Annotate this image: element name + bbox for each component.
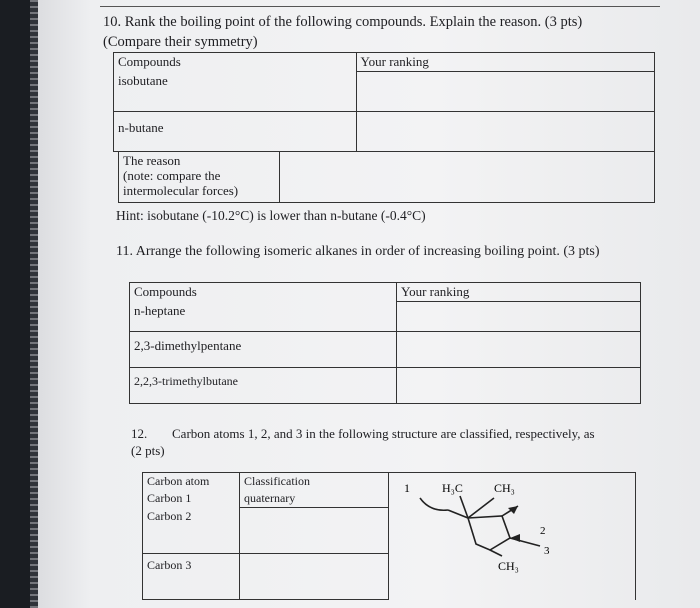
bond-ch3-bottom bbox=[490, 550, 502, 556]
reason-line-2: (note: compare the bbox=[123, 168, 221, 183]
q10-hint: Hint: isobutane (-10.2°C) is lower than n-butane (-0.4°C) bbox=[116, 208, 426, 223]
q10-reason-label bbox=[119, 152, 280, 202]
structure-bonds bbox=[420, 496, 540, 556]
arrow-head-2 bbox=[510, 534, 520, 542]
q11-title: 11. Arrange the following isomeric alkanes in order of increasing boiling point. (3 pts) bbox=[116, 244, 600, 259]
q11-row-dimethylpentane: 2,3-dimethylpentane bbox=[130, 332, 397, 368]
q10-row-n-butane: n-butane bbox=[114, 112, 357, 152]
structure-label-2: 2 bbox=[540, 525, 546, 537]
q12-row-carbon2: Carbon 2 bbox=[143, 508, 240, 554]
structure-label-1: 1 bbox=[404, 481, 410, 495]
q11-header-compounds: Compounds bbox=[130, 283, 397, 302]
structure-label-3: 3 bbox=[544, 545, 550, 557]
q12-pts: (2 pts) bbox=[131, 443, 165, 458]
q10-reason-table bbox=[118, 152, 655, 203]
q11-ranking-cell-2[interactable] bbox=[397, 332, 641, 368]
q10-subtitle: (Compare their symmetry) bbox=[103, 34, 258, 50]
q12-class-carbon1[interactable]: quaternary bbox=[240, 490, 389, 508]
arrow-head-top bbox=[508, 506, 518, 514]
q10-row-isobutane: isobutane bbox=[114, 72, 357, 112]
q10-header-ranking: Your ranking bbox=[356, 53, 654, 72]
q10-header-compounds: Compounds bbox=[114, 53, 357, 72]
reason-line-3: intermolecular forces) bbox=[123, 183, 239, 198]
q11-ranking-cell-3[interactable] bbox=[397, 368, 641, 404]
q12-number: 12. bbox=[131, 426, 148, 441]
q12-header-atom: Carbon atom bbox=[143, 473, 240, 491]
cyclopentane-ring bbox=[468, 516, 510, 550]
q12-title: Carbon atoms 1, 2, and 3 in the following structure are classified, respectively, as bbox=[172, 426, 595, 441]
structure-label-h3c: H₃C bbox=[442, 481, 463, 495]
q11-row-n-heptane: n-heptane bbox=[130, 302, 397, 332]
structure-label-ch3-top: CH₃ bbox=[494, 481, 515, 495]
structure-label-ch3-bottom: CH₃ bbox=[498, 559, 519, 573]
q10-reason-answer[interactable] bbox=[280, 152, 655, 202]
bond-ch3-top bbox=[468, 498, 494, 518]
q10-ranking-cell-1[interactable] bbox=[356, 72, 654, 112]
q12-class-carbon3[interactable] bbox=[240, 554, 389, 600]
q11-row-trimethylbutane: 2,2,3-trimethylbutane bbox=[130, 368, 397, 404]
q12-header-class: Classification bbox=[240, 473, 389, 491]
q10-ranking-cell-2[interactable] bbox=[356, 112, 654, 152]
q11-header-ranking: Your ranking bbox=[397, 283, 641, 302]
bond-chain-1 bbox=[420, 498, 448, 510]
q12-structure bbox=[390, 476, 570, 576]
top-rule bbox=[100, 6, 660, 7]
q10-title: 10. Rank the boiling point of the following compounds. Explain the reason. (3 pts) bbox=[103, 14, 583, 30]
q12-row-carbon1: Carbon 1 bbox=[143, 490, 240, 508]
q12-row-carbon3: Carbon 3 bbox=[143, 554, 240, 600]
reason-line-1: The reason bbox=[123, 153, 181, 168]
q11-table bbox=[129, 282, 641, 404]
q10-table bbox=[113, 52, 655, 152]
q11-ranking-cell-1[interactable] bbox=[397, 302, 641, 332]
q12-class-carbon2[interactable] bbox=[240, 508, 389, 554]
